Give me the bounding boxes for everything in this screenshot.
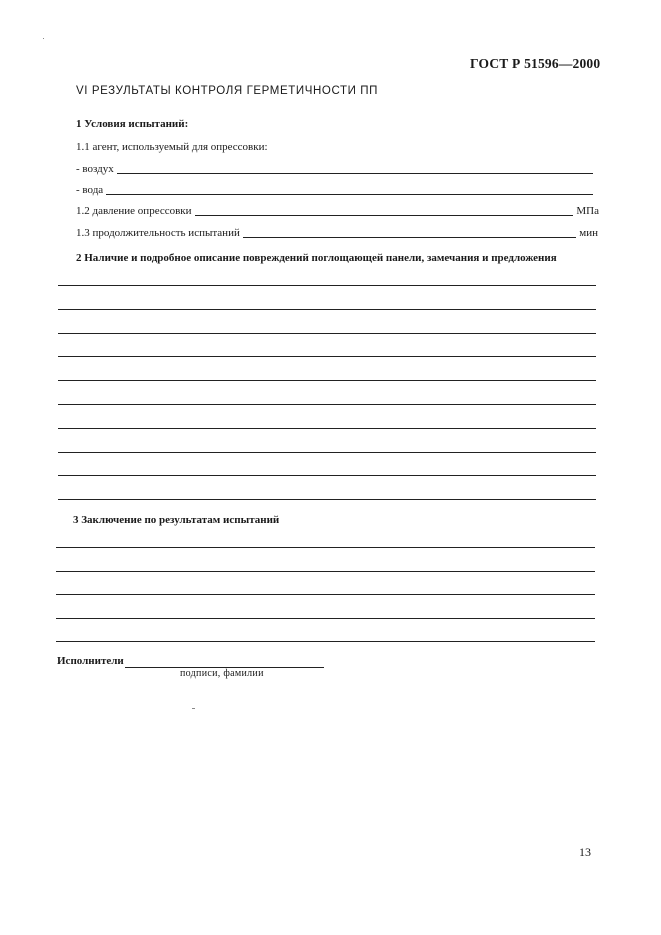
damage-writing-line[interactable] xyxy=(58,428,596,429)
conclusion-writing-line[interactable] xyxy=(56,594,595,595)
signature-caption: подписи, фамилии xyxy=(180,668,264,679)
agent-label: 1.1 агент, используемый для опрессовки: xyxy=(76,141,268,153)
damage-writing-line[interactable] xyxy=(58,499,596,500)
duration-fill-line[interactable] xyxy=(243,227,576,238)
page-number: 13 xyxy=(579,845,591,859)
air-row xyxy=(76,163,596,175)
standard-code: ГОСТ Р 51596—2000 xyxy=(470,56,601,71)
pressure-unit: МПа xyxy=(576,205,599,217)
damage-writing-line[interactable] xyxy=(58,309,596,310)
duration-label: 1.3 продолжительность испытаний xyxy=(76,227,240,239)
water-fill-line[interactable] xyxy=(106,184,593,195)
conclusion-writing-line[interactable] xyxy=(56,618,595,619)
conclusion-writing-line[interactable] xyxy=(56,571,595,572)
duration-row xyxy=(76,227,598,239)
damage-writing-line[interactable] xyxy=(58,333,596,334)
water-row xyxy=(76,184,596,196)
conclusion-writing-line[interactable] xyxy=(56,641,595,642)
air-fill-line[interactable] xyxy=(117,163,593,174)
damage-writing-line[interactable] xyxy=(58,452,596,453)
damage-writing-line[interactable] xyxy=(58,380,596,381)
damage-writing-line[interactable] xyxy=(58,356,596,357)
damage-heading: 2 Наличие и подробное описание повреждений поглощающей панели, замечания и предложения xyxy=(76,252,557,264)
scan-speck xyxy=(192,708,195,709)
air-label: - воздух xyxy=(76,163,114,175)
duration-unit: мин xyxy=(579,227,598,239)
damage-writing-line[interactable] xyxy=(58,404,596,405)
pressure-row xyxy=(76,205,599,217)
scan-speck xyxy=(43,38,44,39)
section-title: VI РЕЗУЛЬТАТЫ КОНТРОЛЯ ГЕРМЕТИЧНОСТИ ПП xyxy=(76,85,379,97)
conclusion-writing-line[interactable] xyxy=(56,547,595,548)
pressure-fill-line[interactable] xyxy=(195,205,574,216)
pressure-label: 1.2 давление опрессовки xyxy=(76,205,192,217)
conditions-heading: 1 Условия испытаний: xyxy=(76,118,189,130)
conclusion-heading: 3 Заключение по результатам испытаний xyxy=(73,514,280,526)
performers-label: Исполнители xyxy=(57,655,124,667)
damage-writing-line[interactable] xyxy=(58,285,596,286)
water-label: - вода xyxy=(76,184,104,196)
damage-writing-line[interactable] xyxy=(58,475,596,476)
